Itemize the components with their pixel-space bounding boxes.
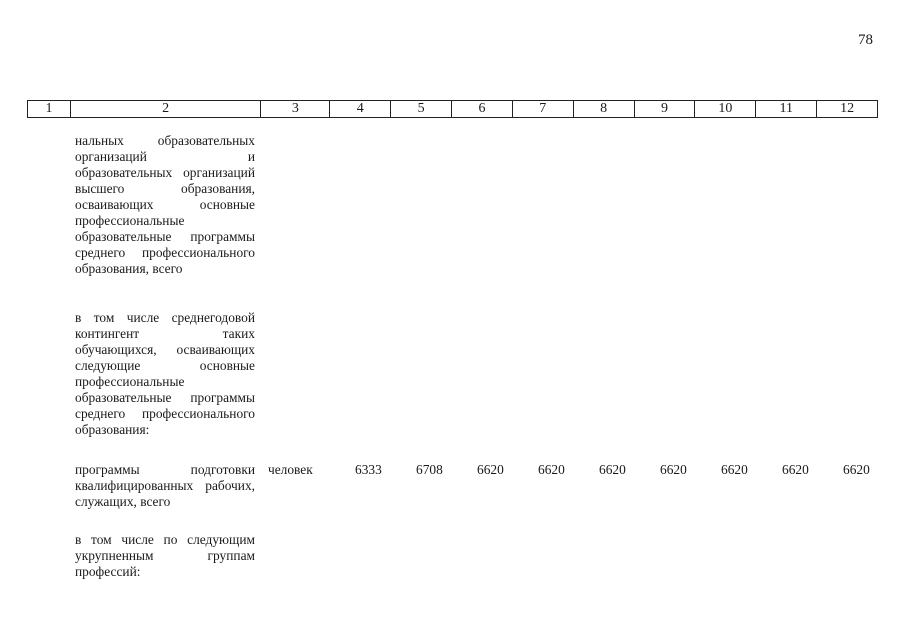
value-col-7: 6620 xyxy=(538,462,565,477)
table-header-row xyxy=(27,100,878,118)
row-text-including-profession-groups: в том числе по следующим укрупненным группам профессий: xyxy=(75,532,255,579)
value-col-9: 6620 xyxy=(660,462,687,477)
header-col-5: 5 xyxy=(391,101,452,117)
value-col-4: 6333 xyxy=(355,462,382,477)
header-col-4: 4 xyxy=(330,101,391,117)
header-col-3: 3 xyxy=(261,101,330,117)
row-unit: человек xyxy=(268,462,313,477)
value-col-12: 6620 xyxy=(843,462,870,477)
header-col-12: 12 xyxy=(840,101,855,116)
header-col-2: 2 xyxy=(71,101,262,117)
row-text-including-programs: в том числе среднегодовой контингент таких обучающихся, осваивающих следующие основные профессиональные образовательные программы среднего профессионального образования: xyxy=(75,310,255,437)
header-col-7: 7 xyxy=(513,101,574,117)
header-col-6: 6 xyxy=(452,101,513,117)
value-col-10: 6620 xyxy=(721,462,748,477)
value-col-5: 6708 xyxy=(416,462,443,477)
value-col-6: 6620 xyxy=(477,462,504,477)
header-col-10: 10 xyxy=(695,101,756,117)
page-number: 78 xyxy=(858,32,873,48)
row-text-skilled-workers-programs: программы подготовки квалифицированных рабочих, служащих, всего xyxy=(75,462,255,509)
header-col-8: 8 xyxy=(574,101,635,117)
header-col-9: 9 xyxy=(635,101,696,117)
header-col-1: 1 xyxy=(28,101,71,117)
header-col-11: 11 xyxy=(756,101,817,117)
value-col-8: 6620 xyxy=(599,462,626,477)
value-col-11: 6620 xyxy=(782,462,809,477)
row-text-total-students: нальных образовательных организаций и образовательных организаций высшего образования, осваивающих основные профессиональные образовательные программы среднего профессионального образования, всего xyxy=(75,133,255,276)
